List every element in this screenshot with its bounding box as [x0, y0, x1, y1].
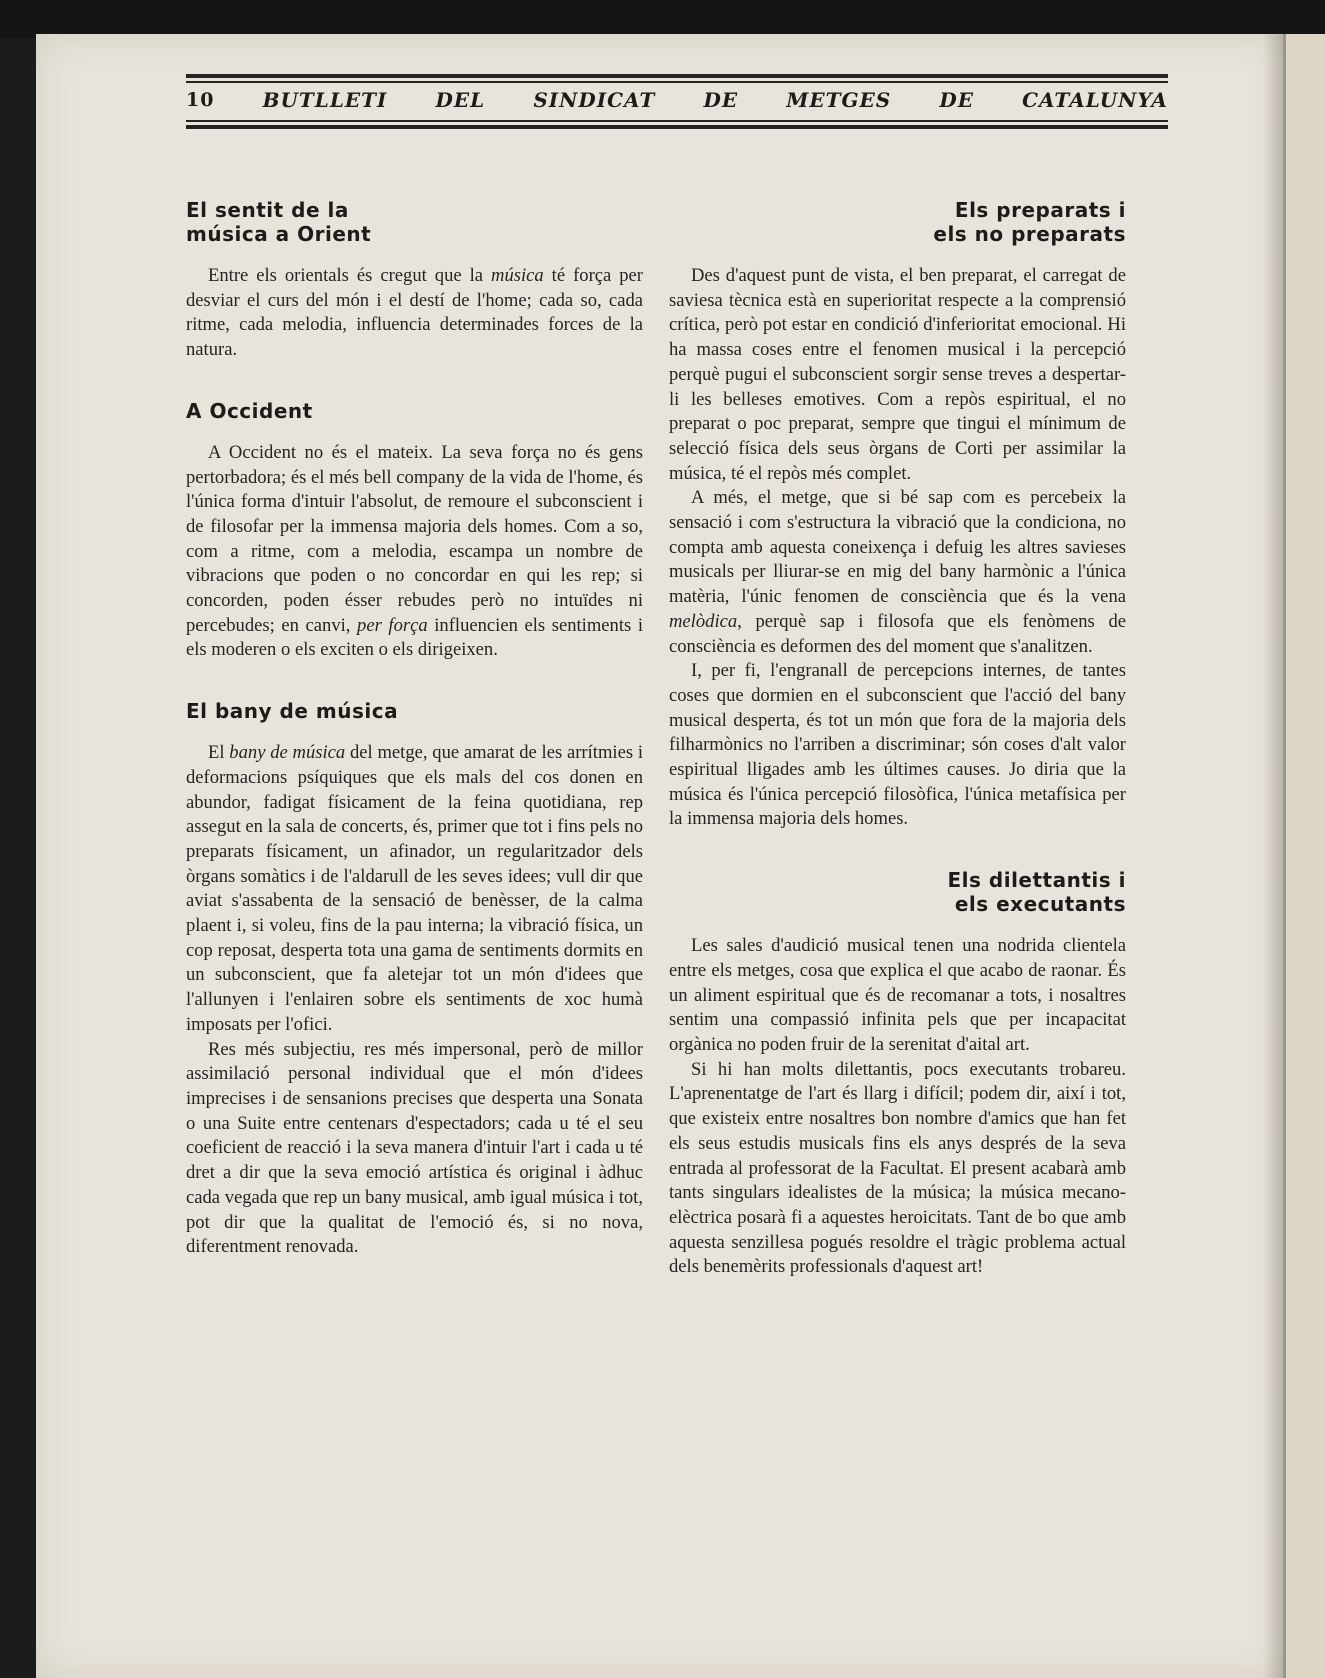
paragraph	[186, 264, 643, 363]
text-run: del metge, que amarat de les arrítmies i deformacions psíquiques que els mals del cos donen en abundor, fadigat físicament de la feina quotidiana, rep assegut en la sala de concerts, és, primer que tot i fins pels no preparats físicament, un afinador, un regularitzador dels òrgans somàtics i de l'aldarull de les seves idees; vull dir que aviat s'assabenta de la sensació de benèsser, de la calma plaent i, si voleu, fins de la pau interna; la vibració física, un cop reposat, desperta tota una gama de sentiments dormits en un subconscient, que fa aletejar tot un món d'idees que l'allunyen i l'enlairen sobre els sentiments de xoc humà imposats per l'ofici.	[186, 742, 643, 1035]
section-heading	[669, 198, 1126, 246]
text-run: A Occident no és el mateix. La seva força no és gens pertorbadora; és el més bell company de la vida de l'home, és l'única forma d'intuir l'absolut, de remoure el subconscient i de filosofar per la immensa majoria dels homes. Com a so, com a ritme, com a melodia, escampa un nombre de vibracions que poden o no concordar en qui les rep; si concorden, poden ésser rebudes però no intuïdes ni percebudes; en canvi,	[186, 441, 643, 636]
heading-line: El sentit de la	[186, 198, 349, 222]
paragraph: I, per fi, l'engranall de percepcions internes, de tantes coses que dormien en el subconscient que l'acció del bany musical desperta, és tot un món que fora de la majoria dels filharmònics no l'arriben a discriminar; són coses d'alt valor espiritual lligades amb les últimes causes. Jo diria que la música és l'única percepció filosòfica, l'única metafísica per la immensa majoria dels homes.	[669, 660, 1126, 830]
italic-text: música	[491, 265, 544, 286]
paragraph: Des d'aquest punt de vista, el ben preparat, el carregat de saviesa tècnica està en superioritat respecte a la comprensió crítica, però pot estar en condició d'inferioritat emocional. Hi ha massa coses entre el fenomen musical i la percepció perquè pugui el subconscient sorgir sense treves a despertar-li les belleses emotives. Com a repòs espiritual, el no preparat o poc preparat, sempre que tingui el mínimum de selecció física dels seus òrgans de Corti per assimilar la música, té el repòs més complet.	[669, 265, 1126, 484]
header-word: DEL	[435, 88, 486, 112]
section-heading: El bany de música	[186, 699, 399, 724]
italic-text: bany de música	[229, 742, 346, 764]
section-heading: A Occident	[186, 398, 313, 423]
running-header	[186, 74, 1168, 129]
text-run: perquè sap i filosofa que els fenòmens de consciència es deformen des del moment que s'analitzen.	[669, 610, 1126, 657]
header-title	[186, 83, 1168, 117]
paragraph	[669, 486, 1126, 659]
paragraph	[186, 441, 643, 663]
header-word: SINDICAT	[533, 88, 656, 112]
left-column	[186, 198, 643, 1260]
header-word: METGES	[786, 88, 892, 112]
adjacent-page-edge	[1283, 34, 1325, 1678]
paragraph: Res més subjectiu, res més impersonal, però de millor assimilació personal individual que el món d'idees imprecises i de sensanions precises que desperta una Sonata o una Suite entre centenars d'espectadors; cada u té el seu coeficient de reacció i la seva manera d'intuir l'art i cada u té dret a dir que la seva emoció artística és original i àdhuc cada vegada que rep un bany musical, amb igual música i tot, pot dir que la qualitat de l'emoció és, si no nova, diferentment renovada.	[186, 1038, 643, 1258]
header-rule	[186, 120, 1168, 122]
right-column	[669, 198, 1126, 1280]
italic-text: per força	[357, 614, 428, 636]
paragraph	[186, 741, 643, 1037]
text-run: té força per desviar el curs del món i el destí de l'home; cada so, cada ritme, cada melodia, influencia determinades forces de la natura.	[186, 265, 643, 361]
gutter-shadow	[1263, 34, 1285, 1678]
header-rule	[186, 125, 1168, 129]
text-run: El	[208, 742, 230, 764]
header-word: DE	[939, 88, 974, 112]
header-word: BUTLLETI	[262, 88, 388, 112]
heading-line: els no preparats	[933, 222, 1126, 246]
header-word: CATALUNYA	[1022, 88, 1168, 112]
paragraph: Si hi han molts dilettantis, pocs executants trobareu. L'aprenentatge de l'art és llarg i difícil; podem dir, així i tot, que existeix entre nosaltres bon nombre d'amics que han fet els seus estudis musicals fins els anys després de la seva entrada al professorat de la Facultat. El present acabarà amb tants singulars idealistes de la música; la música mecano-elèctrica posarà fi a aquestes heroicitats. Tant de bo que amb aquesta senzillesa pogués resoldre el tràgic problema actual dels benemèrits professionals d'aquest art!	[669, 1058, 1126, 1278]
header-rule	[186, 74, 1168, 78]
section-heading	[186, 198, 643, 246]
heading-line: música a Orient	[186, 222, 372, 246]
page-number: 10	[186, 89, 215, 111]
scan-background	[0, 0, 1325, 38]
text-run: Entre els orientals és cregut que la	[208, 265, 492, 286]
section-heading	[669, 868, 1126, 916]
text-run: influencien els sentiments i els moderen o els exciten o els dirigeixen.	[186, 614, 643, 661]
header-word: DE	[703, 88, 739, 112]
italic-text: melòdica,	[669, 610, 742, 632]
heading-line: Els preparats i	[954, 198, 1126, 222]
heading-line: Els dilettantis i	[947, 868, 1126, 893]
text-run: A més, el metge, que si bé sap com es percebeix la sensació i com s'estructura la vibració que la condiciona, no compta amb aquesta coneixença i defuig les altres savieses musicals per lliurar-se en mig del bany harmònic a l'única matèria, l'únic fenomen de consciència que és la vena	[669, 487, 1126, 608]
heading-line: els executants	[954, 892, 1126, 917]
paragraph: Les sales d'audició musical tenen una nodrida clientela entre els metges, cosa que explica el que acabo de raonar. És un aliment espiritual que és de recomanar a tots, i nosaltres sentim una compassió infinita pels que per incapacitat orgànica no poden fruir de la serenitat d'aital art.	[669, 935, 1126, 1055]
